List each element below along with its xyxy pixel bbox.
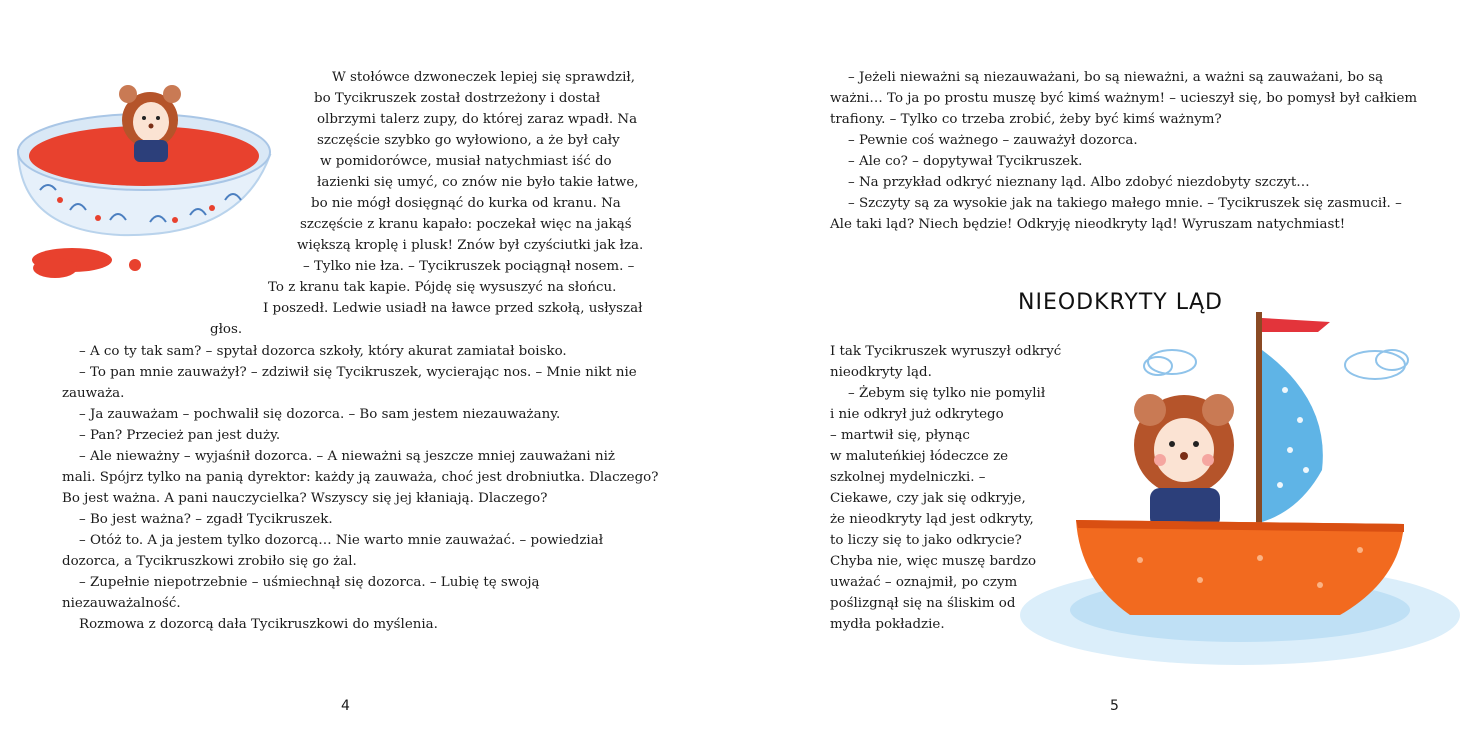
left-bottom-text	[62, 341, 658, 635]
text-line: – Jeżeli nieważni są niezauważani, bo są nieważni, a ważni są zauważani, bo są	[848, 70, 1384, 85]
text-line: szczęście szybko go wyłowiono, a że był cały	[317, 133, 620, 148]
text-line: Ale taki ląd? Niech będzie! Odkryję nieodkryty ląd! Wyruszam natychmiast!	[830, 217, 1346, 232]
text-line: olbrzymi talerz zupy, do której zaraz wpadł. Na	[317, 112, 638, 127]
text-line: Chyba nie, więc muszę bardzo	[830, 554, 1037, 569]
text-line: Bo jest ważna. A pani nauczycielka? Wszyscy się jej kłaniają. Dlaczego?	[62, 491, 548, 506]
chapter-title: NIEODKRYTY LĄD	[1018, 290, 1223, 315]
text-line: – Żebym się tylko nie pomylił	[848, 386, 1046, 401]
text-line: – Ale co? – dopytywał Tycikruszek.	[848, 154, 1083, 169]
text-line: ważni… To ja po prostu muszę być kimś ważnym! – ucieszył się, bo pomysł był całkiem	[830, 91, 1418, 106]
text-line: zauważa.	[62, 386, 125, 401]
text-line: i nie odkrył już odkrytego	[830, 407, 1004, 422]
text-line: – Szczyty są za wysokie jak na takiego małego mnie. – Tycikruszek się zasmucił. –	[848, 196, 1402, 211]
text-line: szczęście z kranu kapało: poczekał więc na jakąś	[300, 217, 632, 232]
text-line: poślizgnął się na śliskim od	[830, 596, 1016, 611]
text-line: w pomidorówce, musiał natychmiast iść do	[320, 154, 612, 169]
text-line: – Pan? Przecież pan jest duży.	[79, 428, 281, 443]
page-number: 5	[1110, 698, 1119, 714]
text-line: – Ja zauważam – pochwalił się dozorca. – Bo sam jestem niezauważany.	[79, 407, 561, 422]
text-line: bo Tycikruszek został dostrzeżony i dostał	[314, 91, 601, 106]
text-line: I poszedł. Ledwie usiadł na ławce przed szkołą, usłyszał	[263, 301, 643, 316]
text-line: – Na przykład odkryć nieznany ląd. Albo zdobyć niezdobyty szczyt…	[848, 175, 1310, 190]
text-line: – Pewnie coś ważnego – zauważył dozorca.	[848, 133, 1138, 148]
text-line: trafiony. – Tylko co trzeba zrobić, żeby być kimś ważnym?	[830, 112, 1222, 127]
text-line: To z kranu tak kapie. Pójdę się wysuszyć na słońcu.	[268, 280, 617, 295]
text-line: I tak Tycikruszek wyruszył odkryć	[830, 344, 1062, 359]
left-top-text	[0, 67, 644, 340]
text-line: nieodkryty ląd.	[830, 365, 932, 380]
text-line: szkolnej mydelniczki. –	[830, 470, 986, 485]
text-line: uważać – oznajmił, po czym	[830, 575, 1018, 590]
text-line: dozorca, a Tycikruszkowi zrobiło się go żal.	[62, 554, 357, 569]
text-line: mydła pokładzie.	[830, 617, 945, 632]
text-line: w maluteńkiej łódeczce ze	[830, 449, 1009, 464]
text-line: łazienki się umyć, co znów nie było takie łatwe,	[317, 175, 639, 190]
boat-illustration	[1000, 310, 1460, 690]
text-line: Rozmowa z dozorcą dała Tycikruszkowi do myślenia.	[79, 617, 438, 632]
page-number: 4	[341, 698, 350, 714]
text-line: że nieodkryty ląd jest odkryty,	[830, 512, 1034, 527]
text-line: – martwił się, płynąc	[830, 428, 970, 443]
text-line: – Bo jest ważna? – zgadł Tycikruszek.	[79, 512, 333, 527]
text-line: Ciekawe, czy jak się odkryje,	[830, 491, 1026, 506]
text-line: – Zupełnie niepotrzebnie – uśmiechnął się dozorca. – Lubię tę swoją	[79, 575, 540, 590]
text-line: – Otóż to. A ja jestem tylko dozorcą… Nie warto mnie zauważać. – powiedział	[79, 533, 604, 548]
text-line: – A co ty tak sam? – spytał dozorca szkoły, który akurat zamiatał boisko.	[79, 344, 567, 359]
text-line: bo nie mógł dosięgnąć do kurka od kranu. Na	[311, 196, 621, 211]
right-top-text	[830, 67, 1417, 235]
text-line: niezauważalność.	[62, 596, 181, 611]
text-line: – To pan mnie zauważył? – zdziwił się Tycikruszek, wycierając nos. – Mnie nikt nie	[79, 365, 637, 380]
text-line: większą kroplę i plusk! Znów był czyściutki jak łza.	[297, 238, 644, 253]
text-line: mali. Spójrz tylko na panią dyrektor: każdy ją zauważa, choć jest drobniutka. Dlaczego?	[62, 470, 659, 485]
text-line: to liczy się to jako odkrycie?	[830, 533, 1022, 548]
text-line: W stołówce dzwoneczek lepiej się sprawdził,	[332, 70, 635, 85]
text-line: – Ale nieważny – wyjaśnił dozorca. – A nieważni są jeszcze mniej zauważani niż	[79, 449, 615, 464]
text-line: głos.	[210, 322, 243, 337]
text-line: – Tylko nie łza. – Tycikruszek pociągnął nosem. –	[303, 259, 635, 274]
